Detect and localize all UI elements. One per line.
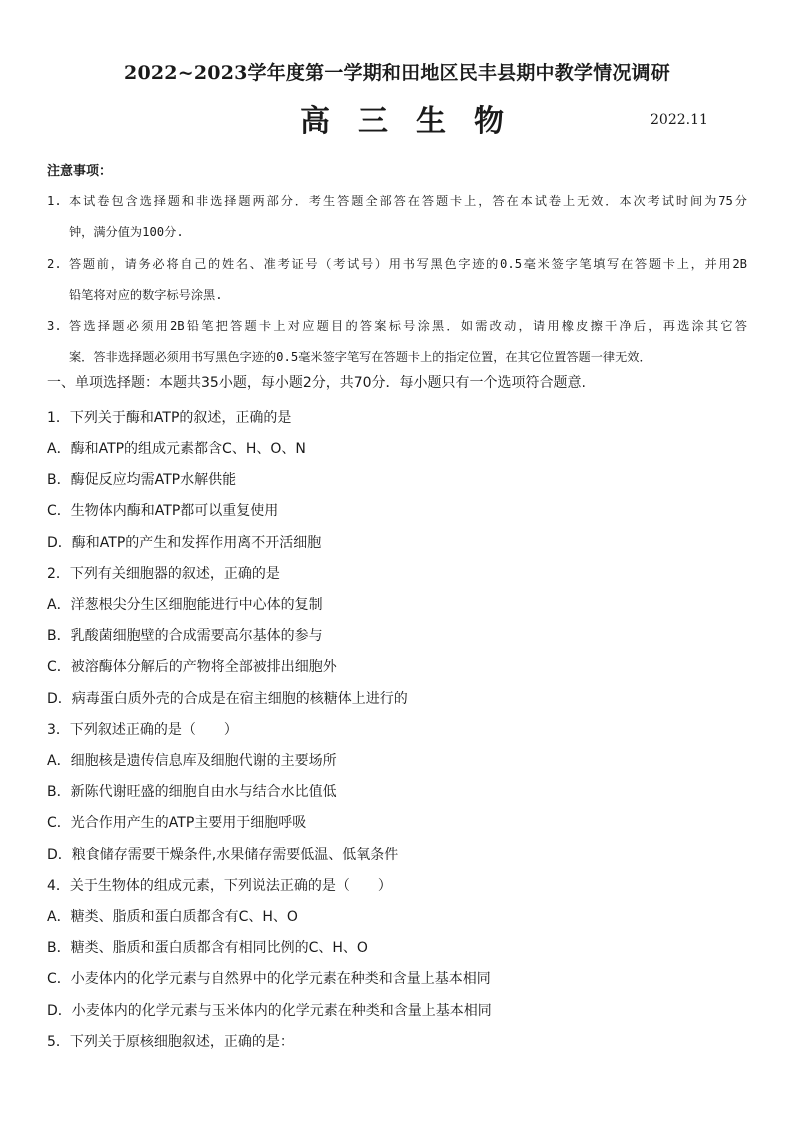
- note-number: 1.: [47, 194, 62, 208]
- note-line: 案．答非选择题必须用书写黑色字迹的0.5毫米签字笔写在答题卡上的指定位置，在其它位置答题一律无效．: [69, 350, 652, 364]
- exam-date: 2022.11: [650, 112, 708, 128]
- question-stem: 2．下列有关细胞器的叙述，正确的是: [47, 566, 280, 582]
- option-a: A．酶和ATP的组成元素都含C、H、O、N: [47, 441, 306, 457]
- note-line: 本试卷包含选择题和非选择题两部分．考生答题全部答在答题卡上，答在本试卷上无效．本次考试时间为75分: [69, 194, 747, 208]
- question-stem: 1．下列关于酶和ATP的叙述，正确的是: [47, 410, 292, 426]
- option-a: A．洋葱根尖分生区细胞能进行中心体的复制: [47, 597, 323, 613]
- note-item: [47, 186, 747, 248]
- subject-title: 高三生物: [300, 104, 532, 139]
- question-stem: 4．关于生物体的组成元素，下列说法正确的是（ ）: [47, 878, 392, 894]
- option-c: C．光合作用产生的ATP主要用于细胞呼吸: [47, 815, 307, 831]
- option-a: A．糖类、脂质和蛋白质都含有C、H、O: [47, 909, 298, 925]
- option-c: C．被溶酶体分解后的产物将全部被排出细胞外: [47, 659, 337, 675]
- note-number: 2.: [47, 257, 62, 271]
- option-d: D．酶和ATP的产生和发挥作用离不开活细胞: [47, 535, 322, 551]
- option-b: B．乳酸菌细胞壁的合成需要高尔基体的参与: [47, 628, 323, 644]
- note-line: 铅笔将对应的数字标号涂黑.: [69, 288, 223, 302]
- note-line: 答题前，请务必将自己的姓名、准考证号（考试号）用书写黑色字迹的0.5毫米签字笔填写在答题卡上，并用2B: [69, 257, 747, 271]
- option-d: D．病毒蛋白质外壳的合成是在宿主细胞的核糖体上进行的: [47, 691, 408, 707]
- note-item: [47, 249, 747, 311]
- option-b: B．酶促反应均需ATP水解供能: [47, 472, 237, 488]
- notes-heading: 注意事项：: [47, 164, 113, 179]
- option-d: D．小麦体内的化学元素与玉米体内的化学元素在种类和含量上基本相同: [47, 1003, 492, 1019]
- note-line: 答选择题必须用2B铅笔把答题卡上对应题目的答案标号涂黑．如需改动，请用橡皮擦干净后，再选涂其它答: [69, 319, 747, 333]
- option-c: C．生物体内酶和ATP都可以重复使用: [47, 503, 279, 519]
- section-heading: 一、单项选择题：本题共35小题，每小题2分，共70分．每小题只有一个选项符合题意.: [47, 375, 586, 391]
- note-line: 钟，满分值为100分.: [69, 225, 184, 239]
- option-b: B．糖类、脂质和蛋白质都含有相同比例的C、H、O: [47, 940, 368, 956]
- option-d: D．粮食储存需要干燥条件,水果储存需要低温、低氧条件: [47, 847, 399, 863]
- question-stem: 3．下列叙述正确的是（ ）: [47, 722, 238, 738]
- note-item: [47, 311, 747, 373]
- option-a: A．细胞核是遗传信息库及细胞代谢的主要场所: [47, 753, 337, 769]
- option-b: B．新陈代谢旺盛的细胞自由水与结合水比值低: [47, 784, 337, 800]
- note-number: 3.: [47, 319, 62, 333]
- exam-title: 2022~2023学年度第一学期和田地区民丰县期中教学情况调研: [124, 62, 670, 84]
- question-stem: 5．下列关于原核细胞叙述，正确的是：: [47, 1034, 294, 1050]
- option-c: C．小麦体内的化学元素与自然界中的化学元素在种类和含量上基本相同: [47, 971, 491, 987]
